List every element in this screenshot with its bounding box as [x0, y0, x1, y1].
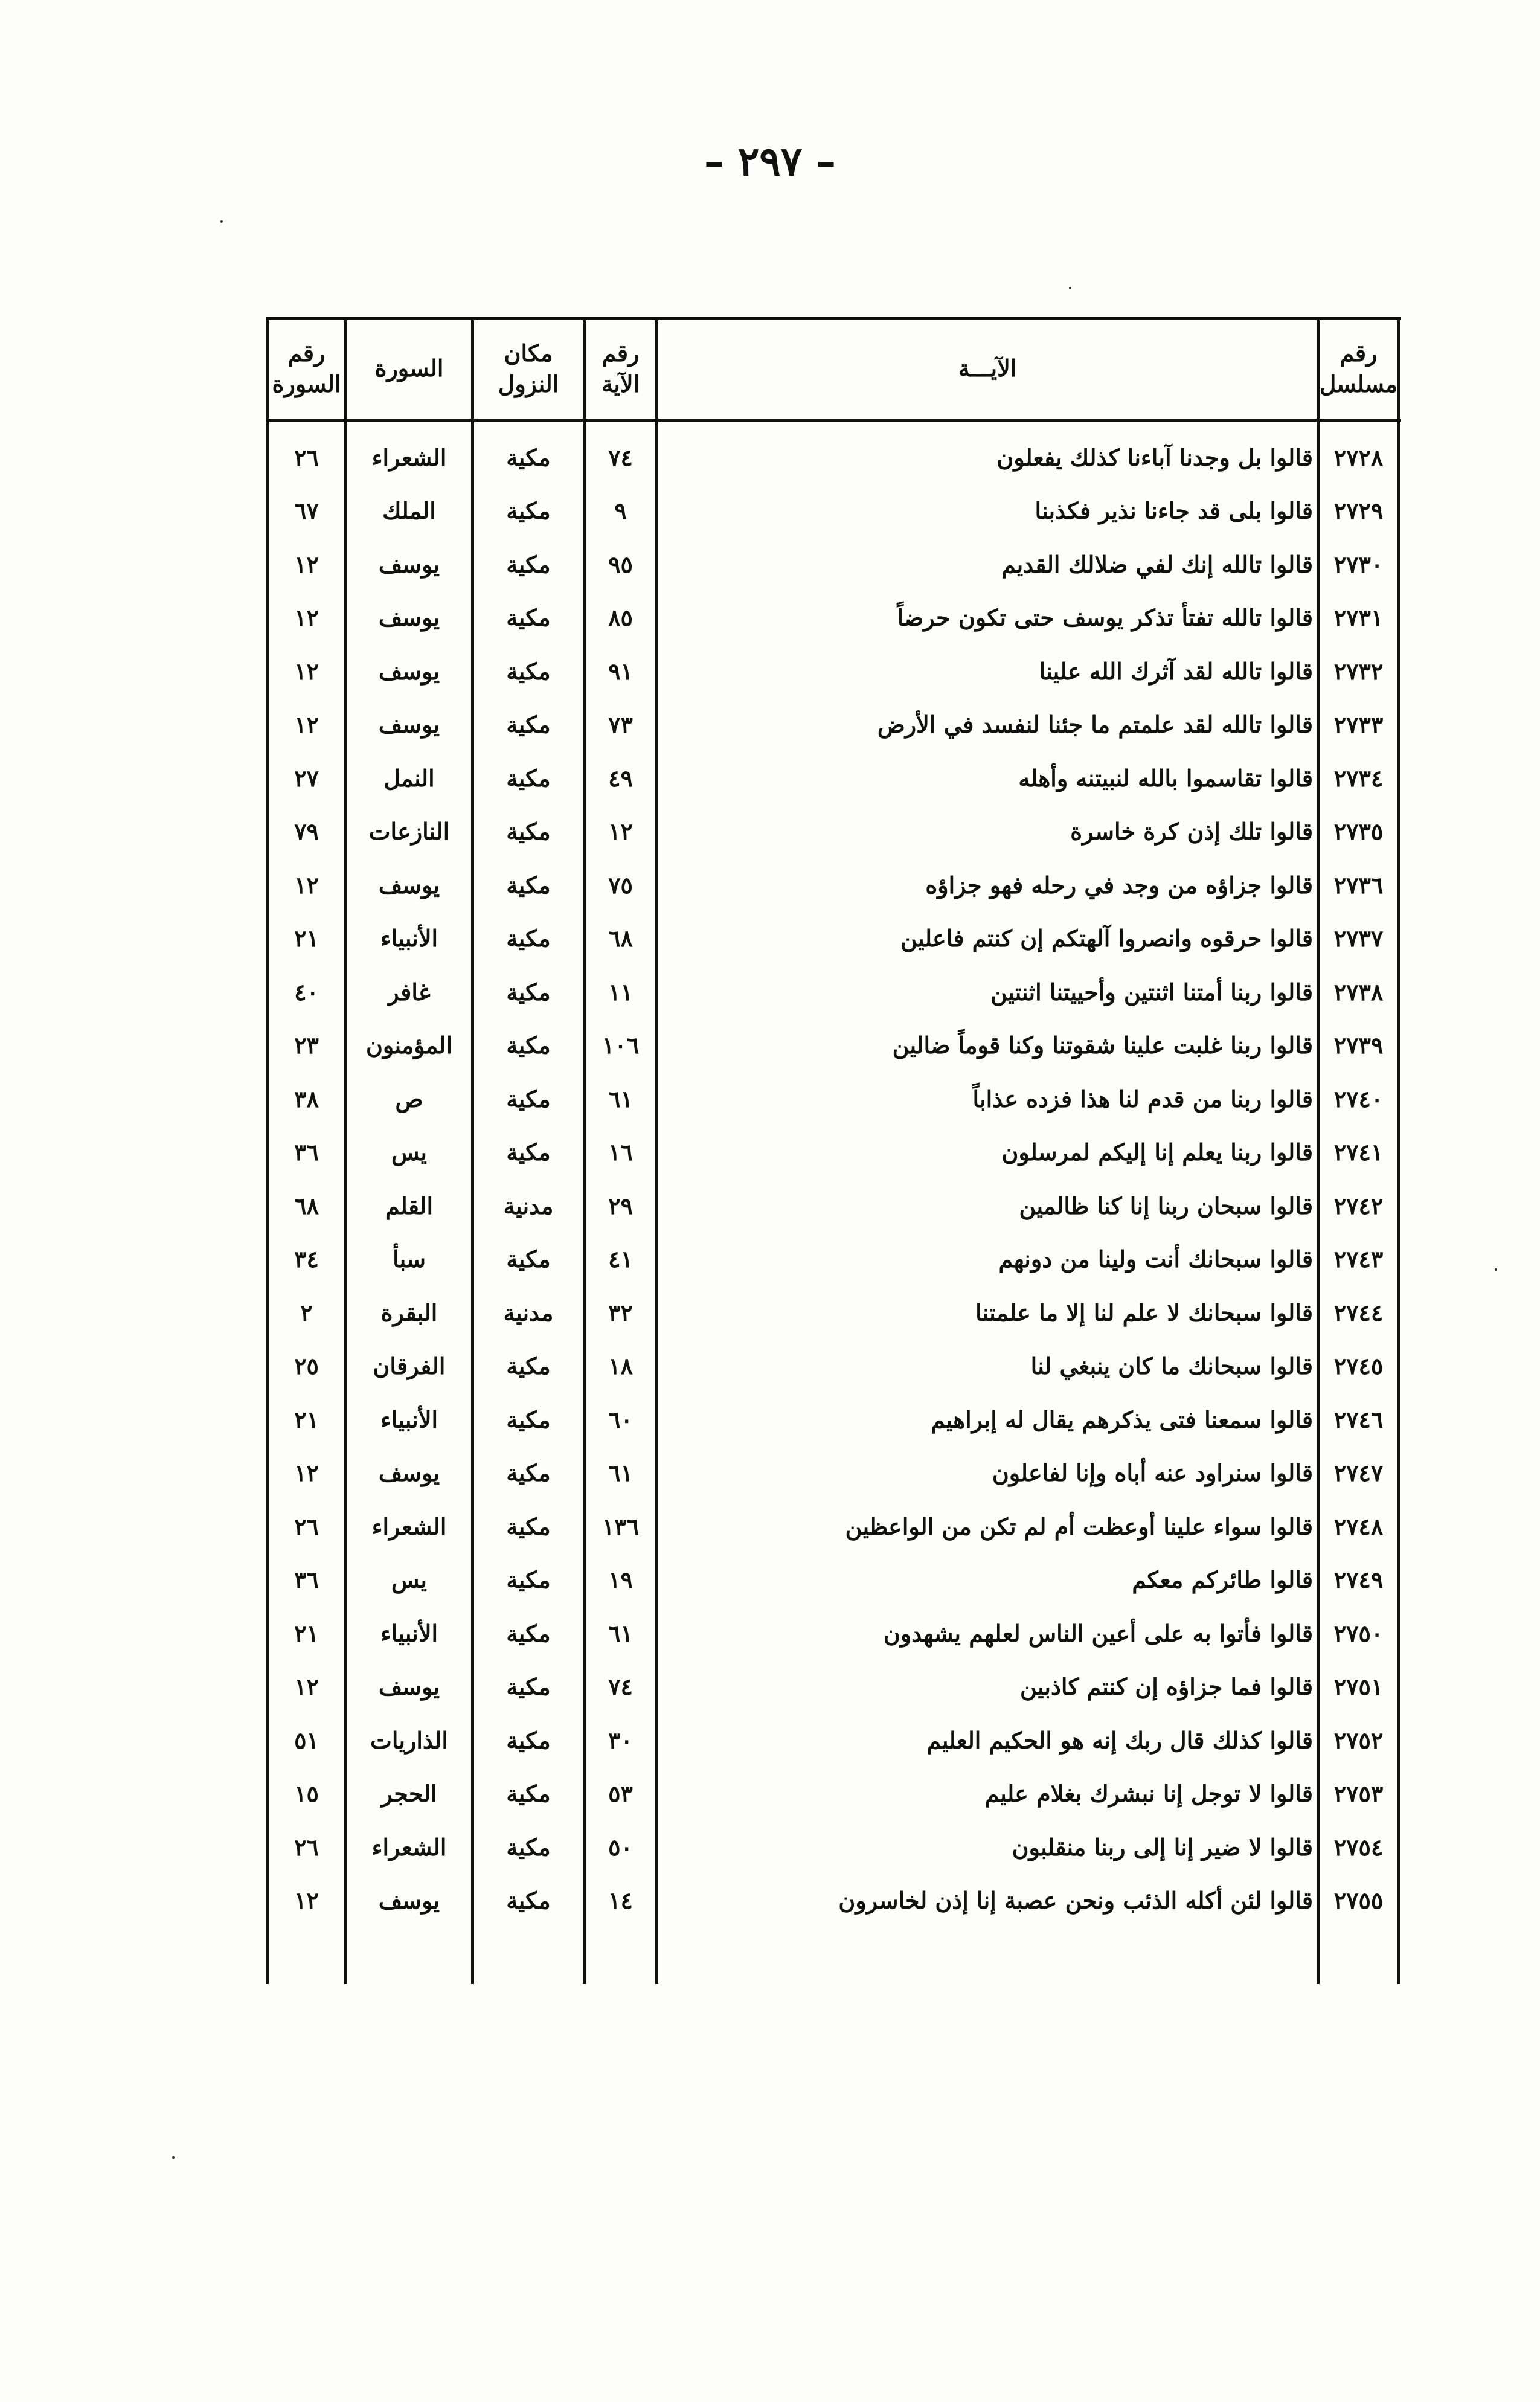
- cell-surah-number: ١٢: [294, 871, 319, 899]
- cell-ayah-number: ٥٠: [608, 1833, 633, 1861]
- cell-verse: قالوا سواء علينا أوعظت أم لم تكن من الواعظين: [845, 1512, 1313, 1540]
- cell-revelation-place: مكية: [506, 604, 551, 631]
- cell-surah: القلم: [385, 1192, 434, 1219]
- table-row: [266, 1713, 1401, 1767]
- cell-revelation-place: مكية: [506, 1085, 551, 1113]
- cell-ayah-number: ٦١: [608, 1459, 633, 1486]
- cell-surah: يس: [391, 1566, 428, 1593]
- cell-ayah-number: ١١: [608, 978, 633, 1006]
- cell-surah-number: ١٢: [294, 657, 319, 685]
- table-row: [266, 1179, 1401, 1232]
- cell-verse: قالوا تلك إذن كرة خاسرة: [1070, 818, 1313, 845]
- cell-surah: غافر: [388, 978, 431, 1006]
- cell-revelation-place: مكية: [506, 1619, 551, 1647]
- cell-serial: ٢٧٤٤: [1333, 1299, 1384, 1326]
- cell-revelation-place: مكية: [506, 550, 551, 578]
- cell-ayah-number: ٥٣: [608, 1780, 633, 1807]
- cell-ayah-number: ٧٣: [608, 711, 633, 738]
- cell-ayah-number: ١٤: [608, 1887, 633, 1914]
- cell-ayah-number: ١٠٦: [602, 1032, 640, 1059]
- cell-ayah-number: ٧٥: [608, 871, 633, 899]
- table-row: [266, 1340, 1401, 1393]
- cell-ayah-number: ١٨: [608, 1352, 633, 1379]
- cell-serial: ٢٧٣١: [1333, 604, 1384, 631]
- cell-serial: ٢٧٢٨: [1333, 443, 1384, 471]
- cell-ayah-number: ١٣٦: [602, 1512, 640, 1540]
- table-row: [266, 1019, 1401, 1072]
- cell-serial: ٢٧٤٧: [1333, 1459, 1384, 1486]
- scan-speck: [220, 220, 223, 223]
- cell-surah: يوسف: [378, 1887, 440, 1914]
- scan-speck: [1495, 1268, 1497, 1271]
- cell-surah: سبأ: [393, 1245, 426, 1273]
- cell-revelation-place: مكية: [506, 497, 551, 524]
- cell-surah-number: ٢٦: [294, 443, 319, 471]
- cell-revelation-place: مكية: [506, 1566, 551, 1593]
- cell-verse: قالوا سبحانك لا علم لنا إلا ما علمتنا: [975, 1299, 1313, 1326]
- table-row: [266, 1553, 1401, 1607]
- cell-ayah-number: ١٦: [608, 1138, 633, 1166]
- cell-surah: الشعراء: [371, 443, 447, 471]
- cell-verse: قالوا ربنا أمتنا اثنتين وأحييتنا اثنتين: [990, 978, 1313, 1006]
- cell-surah: الحجر: [381, 1780, 437, 1807]
- cell-ayah-number: ٣٢: [608, 1299, 633, 1326]
- scan-speck: [1069, 287, 1071, 289]
- table-row: [266, 1874, 1401, 1927]
- cell-serial: ٢٧٥٤: [1333, 1833, 1384, 1861]
- table-row: [266, 965, 1401, 1018]
- cell-verse: قالوا سبحانك أنت ولينا من دونهم: [998, 1245, 1313, 1273]
- cell-serial: ٢٧٣٨: [1333, 978, 1384, 1006]
- cell-serial: ٢٧٣٦: [1333, 871, 1384, 899]
- cell-revelation-place: مكية: [506, 1780, 551, 1807]
- cell-serial: ٢٧٣٥: [1333, 818, 1384, 845]
- cell-serial: ٢٧٣٠: [1333, 550, 1384, 578]
- cell-serial: ٢٧٣٣: [1333, 711, 1384, 738]
- cell-surah-number: ١٥: [294, 1780, 319, 1807]
- cell-ayah-number: ٤١: [608, 1245, 633, 1273]
- table-row: [266, 1660, 1401, 1713]
- cell-serial: ٢٧٣٧: [1333, 925, 1384, 952]
- cell-ayah-number: ١٢: [608, 818, 633, 845]
- table-row: [266, 1286, 1401, 1339]
- table-row: [266, 431, 1401, 484]
- cell-serial: ٢٧٢٩: [1333, 497, 1384, 524]
- cell-surah-number: ٤٠: [294, 978, 319, 1006]
- cell-surah: النمل: [383, 764, 435, 792]
- cell-surah-number: ٢١: [294, 1405, 319, 1433]
- cell-serial: ٢٧٣٢: [1333, 657, 1384, 685]
- cell-surah: يوسف: [378, 1459, 440, 1486]
- cell-surah-number: ٢١: [294, 1619, 319, 1647]
- page-number: – ٢٩٧ –: [704, 138, 836, 185]
- cell-revelation-place: مكية: [506, 978, 551, 1006]
- cell-serial: ٢٧٤٣: [1333, 1245, 1384, 1273]
- cell-surah-number: ١٢: [294, 550, 319, 578]
- cell-serial: ٢٧٤٨: [1333, 1512, 1384, 1540]
- cell-serial: ٢٧٣٤: [1333, 764, 1384, 792]
- cell-surah: الأنبياء: [380, 1405, 438, 1433]
- cell-surah-number: ٣٨: [294, 1085, 319, 1113]
- cell-ayah-number: ١٩: [608, 1566, 633, 1593]
- cell-surah: يوسف: [378, 657, 440, 685]
- cell-verse: قالوا تالله تفتأ تذكر يوسف حتى تكون حرضاً: [897, 604, 1313, 631]
- cell-serial: ٢٧٤٢: [1333, 1192, 1384, 1219]
- cell-ayah-number: ٦١: [608, 1619, 633, 1647]
- cell-serial: ٢٧٤١: [1333, 1138, 1384, 1166]
- cell-verse: قالوا بلى قد جاءنا نذير فكذبنا: [1035, 497, 1313, 524]
- cell-ayah-number: ٦٠: [608, 1405, 633, 1433]
- cell-verse: قالوا تالله لقد علمتم ما جئنا لنفسد في الأرض: [877, 711, 1313, 738]
- table-row: [266, 912, 1401, 965]
- cell-revelation-place: مكية: [506, 925, 551, 952]
- cell-verse: قالوا فما جزاؤه إن كنتم كاذبين: [1020, 1673, 1313, 1700]
- table-row: [266, 805, 1401, 858]
- cell-verse: قالوا ربنا من قدم لنا هذا فزده عذاباً: [972, 1085, 1313, 1113]
- cell-revelation-place: مكية: [506, 443, 551, 471]
- cell-ayah-number: ٢٩: [608, 1192, 633, 1219]
- cell-verse: قالوا سبحانك ما كان ينبغي لنا: [1030, 1352, 1313, 1379]
- cell-surah: يوسف: [378, 711, 440, 738]
- cell-revelation-place: مكية: [506, 871, 551, 899]
- cell-surah: يوسف: [378, 871, 440, 899]
- cell-surah: يس: [391, 1138, 428, 1166]
- cell-serial: ٢٧٥١: [1333, 1673, 1384, 1700]
- cell-surah: ص: [395, 1085, 423, 1113]
- cell-surah-number: ٦٧: [294, 497, 319, 524]
- cell-verse: قالوا ربنا غلبت علينا شقوتنا وكنا قوماً ضالين: [892, 1032, 1313, 1059]
- cell-serial: ٢٧٥٠: [1333, 1619, 1384, 1647]
- cell-surah: البقرة: [380, 1299, 438, 1326]
- cell-verse: قالوا سنراود عنه أباه وإنا لفاعلون: [992, 1459, 1313, 1486]
- header-ayah-number: رقم الآية: [601, 339, 640, 397]
- table-row: [266, 538, 1401, 591]
- header-surah-number: رقم السورة: [272, 339, 341, 397]
- cell-surah: الملك: [382, 497, 436, 524]
- cell-verse: قالوا طائركم معكم: [1132, 1566, 1313, 1593]
- cell-serial: ٢٧٤٦: [1333, 1405, 1384, 1433]
- cell-verse: قالوا لا توجل إنا نبشرك بغلام عليم: [984, 1780, 1313, 1807]
- cell-surah: يوسف: [378, 604, 440, 631]
- cell-serial: ٢٧٥٣: [1333, 1780, 1384, 1807]
- cell-ayah-number: ٣٠: [608, 1726, 633, 1754]
- cell-surah-number: ١٢: [294, 1459, 319, 1486]
- cell-revelation-place: مدنية: [503, 1299, 554, 1326]
- table-row: [266, 751, 1401, 804]
- cell-surah-number: ٢٦: [294, 1512, 319, 1540]
- table-row: [266, 591, 1401, 644]
- table-row: [266, 1072, 1401, 1125]
- cell-surah: الأنبياء: [380, 925, 438, 952]
- cell-ayah-number: ٩: [614, 497, 627, 524]
- cell-ayah-number: ٤٩: [608, 764, 633, 792]
- cell-surah: الذاريات: [370, 1726, 448, 1754]
- cell-revelation-place: مكية: [506, 1138, 551, 1166]
- table-row: [266, 1393, 1401, 1446]
- header-revelation-place: مكان النزول: [498, 339, 559, 397]
- cell-revelation-place: مكية: [506, 1032, 551, 1059]
- cell-serial: ٢٧٤٠: [1333, 1085, 1384, 1113]
- cell-surah-number: ٢: [300, 1299, 313, 1326]
- cell-surah-number: ١٢: [294, 1673, 319, 1700]
- cell-surah-number: ٦٨: [294, 1192, 319, 1219]
- cell-revelation-place: مكية: [506, 1459, 551, 1486]
- cell-surah: الشعراء: [371, 1512, 447, 1540]
- cell-revelation-place: مكية: [506, 1352, 551, 1379]
- header-bottom-rule: [266, 419, 1401, 422]
- cell-surah-number: ٢١: [294, 925, 319, 952]
- cell-surah: النازعات: [368, 818, 450, 845]
- table-row: [266, 1233, 1401, 1286]
- cell-ayah-number: ٦١: [608, 1085, 633, 1113]
- cell-surah-number: ٥١: [294, 1726, 319, 1754]
- cell-revelation-place: مكية: [506, 1245, 551, 1273]
- cell-surah-number: ٧٩: [294, 818, 319, 845]
- cell-serial: ٢٧٥٥: [1333, 1887, 1384, 1914]
- cell-verse: قالوا تقاسموا بالله لنبيتنه وأهله: [1018, 764, 1313, 792]
- table-row: [266, 1607, 1401, 1660]
- cell-ayah-number: ٩١: [608, 657, 633, 685]
- cell-serial: ٢٧٤٩: [1333, 1566, 1384, 1593]
- cell-verse: قالوا لا ضير إنا إلى ربنا منقلبون: [1012, 1833, 1313, 1861]
- cell-verse: قالوا لئن أكله الذئب ونحن عصبة إنا إذن لخاسرون: [838, 1887, 1313, 1914]
- cell-verse: قالوا كذلك قال ربك إنه هو الحكيم العليم: [926, 1726, 1313, 1754]
- cell-verse: قالوا تالله إنك لفي ضلالك القديم: [1001, 550, 1313, 578]
- table-row: [266, 484, 1401, 538]
- cell-ayah-number: ٧٤: [608, 1673, 633, 1700]
- cell-ayah-number: ٨٥: [608, 604, 633, 631]
- cell-revelation-place: مكية: [506, 711, 551, 738]
- cell-revelation-place: مكية: [506, 657, 551, 685]
- cell-surah-number: ١٢: [294, 604, 319, 631]
- cell-ayah-number: ٧٤: [608, 443, 633, 471]
- verse-index-table: [266, 317, 1401, 1984]
- cell-verse: قالوا فأتوا به على أعين الناس لعلهم يشهدون: [883, 1619, 1313, 1647]
- cell-surah: الشعراء: [371, 1833, 447, 1861]
- scan-speck: [172, 2156, 175, 2159]
- cell-serial: ٢٧٥٢: [1333, 1726, 1384, 1754]
- cell-verse: قالوا بل وجدنا آباءنا كذلك يفعلون: [996, 443, 1313, 471]
- cell-surah: الفرقان: [373, 1352, 446, 1379]
- table-row: [266, 644, 1401, 698]
- cell-surah-number: ١٢: [294, 1887, 319, 1914]
- cell-ayah-number: ٦٨: [608, 925, 633, 952]
- cell-surah-number: ٢٧: [294, 764, 319, 792]
- table-row: [266, 698, 1401, 751]
- cell-surah-number: ٣٤: [294, 1245, 319, 1273]
- header-serial: رقم مسلسل: [1319, 339, 1398, 397]
- header-surah: السورة: [374, 355, 444, 382]
- cell-verse: قالوا سبحان ربنا إنا كنا ظالمين: [1019, 1192, 1313, 1219]
- cell-verse: قالوا ربنا يعلم إنا إليكم لمرسلون: [1001, 1138, 1313, 1166]
- cell-surah-number: ٢٥: [294, 1352, 319, 1379]
- cell-revelation-place: مكية: [506, 764, 551, 792]
- cell-surah-number: ٣٦: [294, 1138, 319, 1166]
- cell-ayah-number: ٩٥: [608, 550, 633, 578]
- table-row: [266, 1820, 1401, 1874]
- cell-surah-number: ٢٣: [294, 1032, 319, 1059]
- cell-revelation-place: مكية: [506, 1405, 551, 1433]
- cell-revelation-place: مكية: [506, 1673, 551, 1700]
- cell-revelation-place: مكية: [506, 1726, 551, 1754]
- cell-surah-number: ٣٦: [294, 1566, 319, 1593]
- cell-revelation-place: مكية: [506, 818, 551, 845]
- cell-surah: الأنبياء: [380, 1619, 438, 1647]
- cell-serial: ٢٧٣٩: [1333, 1032, 1384, 1059]
- cell-verse: قالوا تالله لقد آثرك الله علينا: [1039, 657, 1313, 685]
- table-row: [266, 1447, 1401, 1500]
- cell-surah-number: ١٢: [294, 711, 319, 738]
- cell-verse: قالوا سمعنا فتى يذكرهم يقال له إبراهيم: [931, 1405, 1313, 1433]
- cell-verse: قالوا جزاؤه من وجد في رحله فهو جزاؤه: [925, 871, 1313, 899]
- cell-serial: ٢٧٤٥: [1333, 1352, 1384, 1379]
- table-row: [266, 1767, 1401, 1820]
- cell-verse: قالوا حرقوه وانصروا آلهتكم إن كنتم فاعلين: [900, 925, 1313, 952]
- header-verse: الآيـــة: [958, 355, 1017, 382]
- cell-revelation-place: مكية: [506, 1512, 551, 1540]
- cell-revelation-place: مدنية: [503, 1192, 554, 1219]
- table-row: [266, 1500, 1401, 1553]
- cell-surah: يوسف: [378, 550, 440, 578]
- cell-surah: يوسف: [378, 1673, 440, 1700]
- table-row: [266, 1126, 1401, 1179]
- cell-surah: المؤمنون: [365, 1032, 453, 1059]
- cell-surah-number: ٢٦: [294, 1833, 319, 1861]
- table-row: [266, 858, 1401, 911]
- cell-revelation-place: مكية: [506, 1887, 551, 1914]
- cell-revelation-place: مكية: [506, 1833, 551, 1861]
